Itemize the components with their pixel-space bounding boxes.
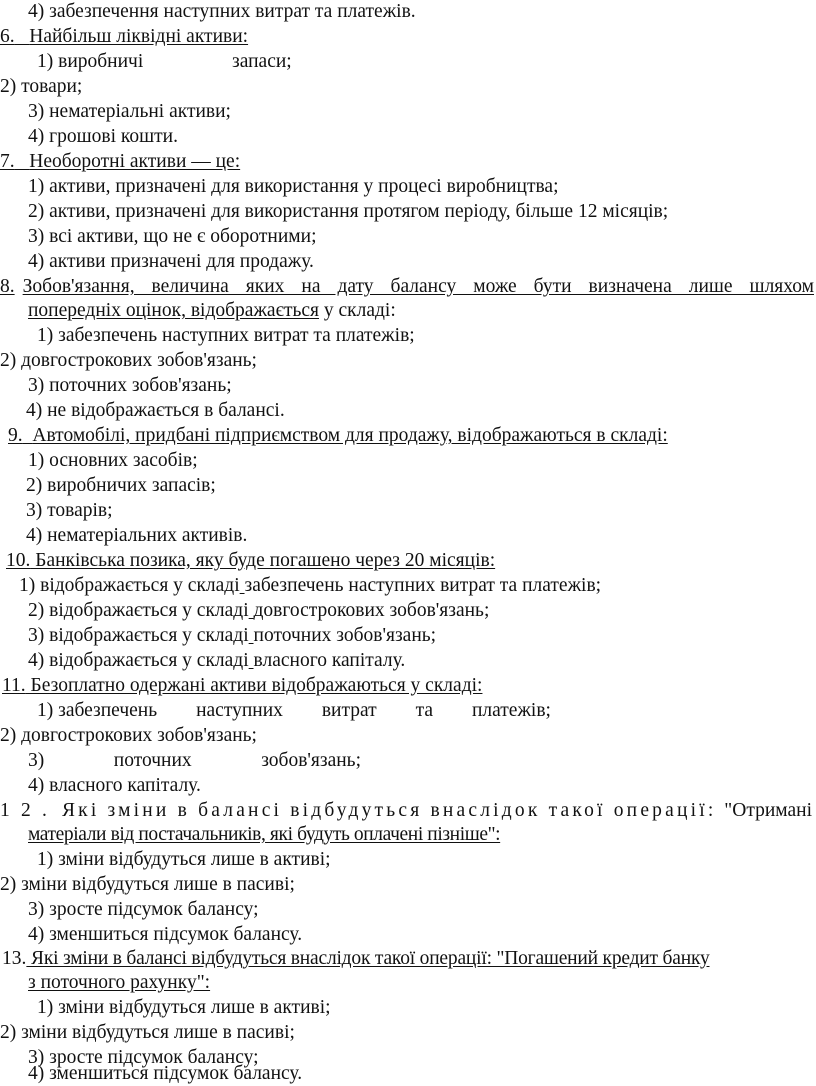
q10-option-4-text: власного капіталу.: [253, 650, 406, 671]
q12-option-3: 3) зросте підсумок балансу;: [28, 899, 259, 920]
q10-option-1-text: забезпечень наступних витрат та платежів;: [244, 575, 602, 596]
q11-option-1: [37, 699, 551, 723]
q6-option-3: 3) нематеріальні активи;: [28, 101, 231, 122]
q11-question: Безоплатно одержані активи відображаються у складі:: [25, 675, 483, 696]
q8-heading-line-2: [0, 299, 816, 323]
q8-question-line-2-rest: у складі:: [319, 300, 396, 321]
q9-heading: [0, 424, 816, 448]
q12-quote-start: "Отримані: [724, 800, 812, 821]
q9-option-4: 4) нематеріальних активів.: [26, 525, 248, 546]
q10-number: 10.: [6, 550, 31, 571]
q10-option-3-prefix: відображається у складі: [49, 625, 249, 646]
q12-heading-line-1: [0, 799, 816, 823]
q11-number: 11.: [2, 675, 26, 696]
q11-option-3-word: 3): [28, 750, 45, 771]
q11-option-3-word: зобов'язань;: [261, 750, 361, 771]
q13-option-1: 1) зміни відбудуться лише в активі;: [37, 997, 331, 1018]
q10-option-4-prefix: відображається у складі: [49, 650, 249, 671]
q6-number: 6.: [0, 26, 15, 47]
q11-option-3-word: поточних: [113, 750, 192, 771]
q12-option-4: 4) зменшиться підсумок балансу.: [28, 924, 303, 945]
q10-option-2-prefix: відображається у складі: [49, 600, 249, 621]
q11-option-3: [28, 749, 361, 773]
q7-option-4: 4) активи призначені для продажу.: [28, 251, 314, 272]
q9-option-3: 3) товарів;: [26, 500, 113, 521]
q6-option-4: 4) грошові кошти.: [28, 126, 178, 147]
q6-heading: [0, 25, 816, 49]
q10-option-2-text: довгострокових зобов'язань;: [253, 600, 490, 621]
q10-option-2: 2) відображається у складі довгострокових зобов'язань;: [28, 600, 490, 621]
q7-heading: [0, 150, 816, 174]
q10-heading: [0, 549, 816, 573]
q11-option-1-word: та: [415, 700, 434, 721]
q5-option-4: 4) забезпечення наступних витрат та платежів.: [28, 1, 416, 22]
q6-question: Найбільш ліквідні активи:: [29, 26, 249, 47]
q12-number: 1 2 .: [0, 800, 51, 821]
q8-heading-line-1: [0, 275, 816, 299]
q12-option-1: 1) зміни відбудуться лише в активі;: [37, 849, 331, 870]
q8-question-line-1: Зобов'язання, величина яких на дату балансу може бути визначена лише шляхом: [22, 276, 814, 297]
q11-option-1-word: наступних: [196, 700, 283, 721]
q13-question-line-1: Які зміни в балансі відбудуться внаслідок такої операції: "Погашений кредит банку: [26, 948, 710, 969]
q9-option-1: 1) основних засобів;: [28, 450, 198, 471]
q13-heading-line-2: [0, 971, 816, 995]
q6-option-1-part-a: 1) виробничі: [37, 51, 144, 72]
q10-option-1: 1) відображається у складі забезпечень наступних витрат та платежів;: [19, 575, 602, 596]
q6-option-1: [0, 50, 816, 74]
q9-number: 9.: [8, 425, 23, 446]
q10-option-4: 4) відображається у складі власного капіталу.: [28, 650, 406, 671]
q6-option-1-part-b: запаси;: [232, 51, 292, 72]
q13-heading-line-1: [0, 947, 816, 971]
q11-option-1-word: витрат: [321, 700, 377, 721]
q8-option-1: 1) забезпечень наступних витрат та платежів;: [37, 325, 415, 346]
q12-question-spaced: Які зміни в балансі відбудуться внаслідок такої операції:: [61, 800, 717, 821]
q11-option-1-word: 1) забезпечень: [37, 700, 158, 721]
q12-question-line-2: матеріали від постачальників, які будуть оплачені пізніше":: [28, 824, 501, 845]
q7-number: 7.: [0, 151, 15, 172]
q12-heading-line-2: [0, 823, 816, 847]
q13-option-2: 2) зміни відбудуться лише в пасиві;: [0, 1022, 295, 1043]
q11-option-4: 4) власного капіталу.: [28, 775, 201, 796]
q12-option-2: 2) зміни відбудуться лише в пасиві;: [0, 874, 295, 895]
q11-option-2: 2) довгострокових зобов'язань;: [0, 725, 257, 746]
q13-number: 13.: [2, 948, 27, 969]
q6-option-2: 2) товари;: [0, 76, 83, 97]
q10-option-3-text: поточних зобов'язань;: [253, 625, 437, 646]
q10-option-1-prefix: відображається у складі: [40, 575, 240, 596]
q13-option-3: 3) зросте підсумок балансу;: [28, 1047, 259, 1068]
q11-option-1-word: платежів;: [471, 700, 551, 721]
q7-option-1: 1) активи, призначені для використання у процесі виробництва;: [28, 176, 559, 197]
q9-question: Автомобілі, придбані підприємством для продажу, відображаються в складі:: [32, 425, 668, 446]
q8-question-line-2-underlined: попередніх оцінок, відображається: [28, 300, 319, 321]
q13-question-line-2: з поточного рахунку":: [28, 972, 211, 993]
q10-question: Банківська позика, яку буде погашено через 20 місяців:: [30, 550, 496, 571]
q8-option-2: 2) довгострокових зобов'язань;: [0, 350, 257, 371]
q8-option-3: 3) поточних зобов'язань;: [28, 375, 232, 396]
q10-option-3: 3) відображається у складі поточних зобов'язань;: [28, 625, 437, 646]
q8-option-4: 4) не відображається в балансі.: [26, 400, 285, 421]
q11-heading: [0, 674, 816, 698]
q7-question: Необоротні активи — це:: [29, 151, 241, 172]
q13-option-4: 4) зменшиться підсумок балансу.: [28, 1063, 303, 1084]
q8-number: 8.: [0, 276, 15, 297]
q7-option-3: 3) всі активи, що не є оборотними;: [28, 226, 317, 247]
q7-option-2: 2) активи, призначені для використання протягом періоду, більше 12 місяців;: [28, 201, 669, 222]
q9-option-2: 2) виробничих запасів;: [26, 475, 216, 496]
